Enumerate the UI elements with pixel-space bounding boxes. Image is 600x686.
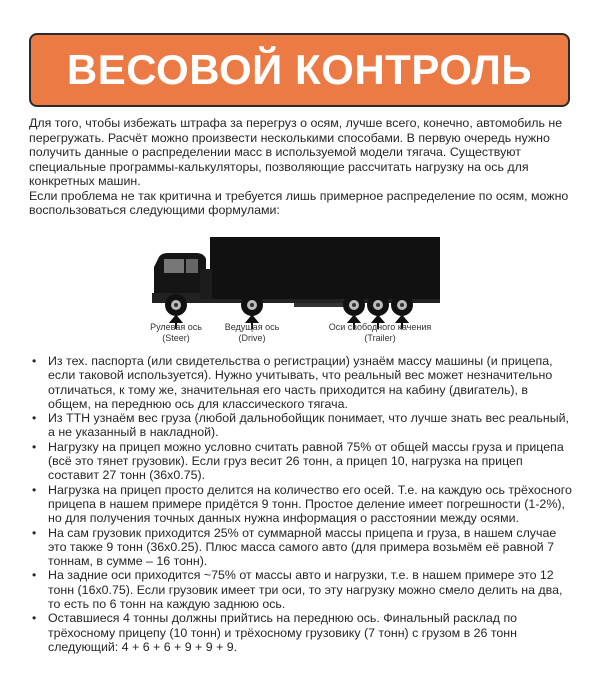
- steer-axle-label: [140, 322, 212, 344]
- bullet-icon: •: [32, 439, 37, 454]
- trailer-wheel: [343, 294, 365, 316]
- list-item: [29, 440, 574, 483]
- bullet-icon: •: [32, 568, 37, 583]
- steer-axle-name: Рулевая ось: [150, 322, 202, 332]
- bullet-icon: •: [32, 354, 37, 368]
- steer-wheel: [165, 294, 187, 316]
- title-banner: [29, 33, 570, 107]
- drive-wheel: [241, 294, 263, 316]
- list-item-text: Нагрузка на прицеп просто делится на количество его осей. Т.е. на каждую ось трёхосного прицепа в нашем примере придётся 9 тонн. Простое деление имеет погрешности (1-2%), но для получения точных данных нужна информация о расстоянии между осями.: [48, 482, 572, 526]
- page-title: ВЕСОВОЙ КОНТРОЛЬ: [66, 46, 533, 93]
- trailer-box: [210, 237, 440, 299]
- list-item: [29, 411, 574, 440]
- intro-text: [29, 116, 574, 218]
- intro-paragraph-2: Если проблема не так критична и требуется лишь примерное распределение по осям, можно воспользоваться следующими формулами:: [29, 188, 569, 217]
- drive-axle-name: Ведущая ось: [224, 322, 280, 332]
- trailer-axle-label: [318, 322, 442, 344]
- list-item: [29, 526, 574, 569]
- trailer-wheel: [367, 294, 389, 316]
- list-item: [29, 483, 574, 526]
- bullet-icon: •: [32, 525, 37, 540]
- drive-axle-label: [216, 322, 288, 344]
- list-item: [29, 611, 574, 654]
- list-item: [29, 354, 574, 411]
- drive-axle-sub: (Drive): [238, 333, 266, 343]
- list-item-text: Оставшиеся 4 тонны должны прийтись на переднюю ось. Финальный расклад по трёхосному прицепу (10 тонн) и трёхосному грузовику (7 тонн) с грузом в 26 тонн следующий: 4 + 6 + 6 + 9 + 9 + 9.: [48, 611, 518, 654]
- list-item-text: На задние оси приходится ~75% от массы авто и нагрузки, т.е. в нашем примере это 12 тонн (16x0.75). Если грузовик имеет три оси, то эту нагрузку можно смело делить на два, то есть по 6 тонн на каждую заднюю ось.: [48, 568, 563, 612]
- list-item-text: Из ТТН узнаём вес груза (любой дальнобойщик понимает, что лучше знать вес реальный, а не указанный в накладной).: [48, 411, 569, 440]
- bullet-icon: •: [32, 482, 37, 497]
- bullet-icon: •: [32, 411, 37, 426]
- list-item-text: На сам грузовик приходится 25% от суммарной массы прицепа и груза, в нашем случае это также 9 тонн (36x0.25). Плюс масса самого авто (для примера возьмём её равной 7 тоннам, в сумме – 16 тонн).: [48, 525, 557, 569]
- intro-paragraph-1: Для того, чтобы избежать штрафа за перегруз о осям, лучше всего, конечно, автомобиль не перегружать. Расчёт можно произвести несколькими способами. В первую очередь нужно получить данные о распределении масс в используемой модели тягача. Существуют специальные программы-калькуляторы, позволяющие рассчитать нагрузку на ось для конкретных машин.: [29, 116, 563, 188]
- list-item-text: Из тех. паспорта (или свидетельства о регистрации) узнаём массу машины (и прицепа, если таковой используется). Нужно учитывать, что реальный вес может незначительно отличаться, к тому же, значительная его часть приходится на кабину (двигатель), в общем, на переднюю ось для классического тягача.: [48, 354, 553, 411]
- list-item-text: Нагрузку на прицеп можно условно считать равной 75% от общей массы груза и прицепа (всё это тянет грузовик). Если груз весит 26 тонн, а прицеп 10, нагрузка на прицеп составит 27 тонн (36x0.75).: [48, 439, 564, 483]
- trailer-axle-sub: (Trailer): [364, 333, 396, 343]
- formula-list: [29, 354, 574, 654]
- steer-axle-sub: (Steer): [162, 333, 190, 343]
- bullet-icon: •: [32, 611, 37, 626]
- list-item: [29, 568, 574, 611]
- trailer-axle-name: Оси свободного качения: [328, 322, 432, 332]
- trailer-wheel: [391, 294, 413, 316]
